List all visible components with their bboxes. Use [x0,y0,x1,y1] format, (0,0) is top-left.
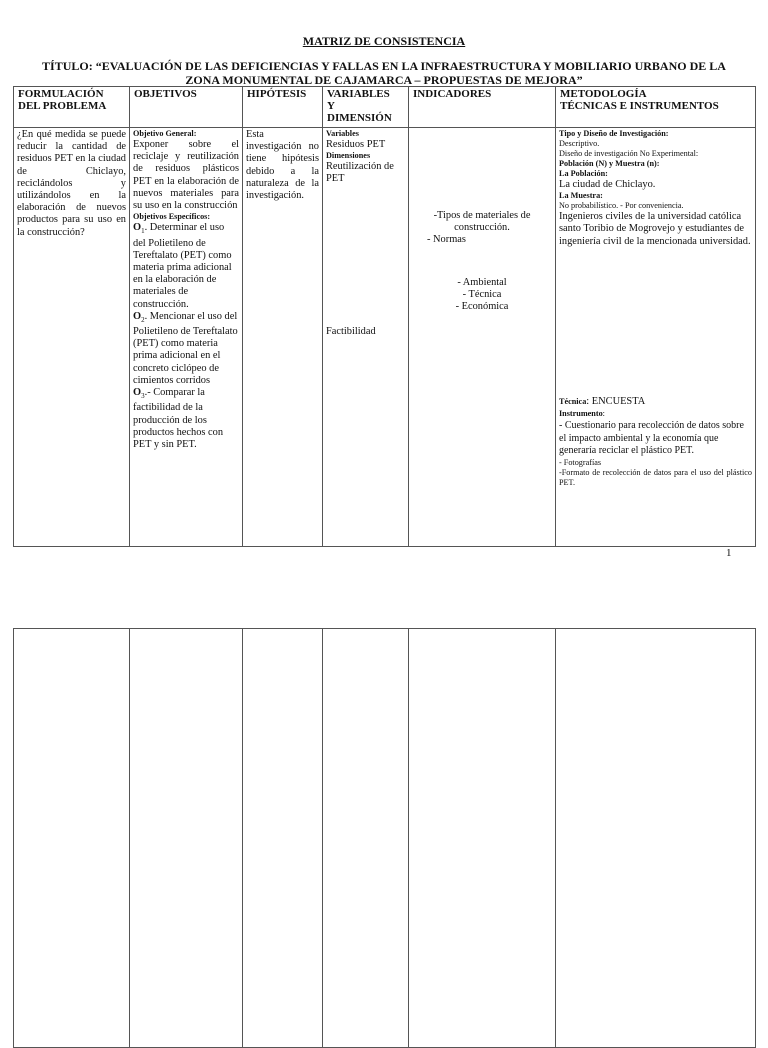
tipo-diseno-label: Tipo y Diseño de Investigación: [559,129,669,138]
poblacion-value: La ciudad de Chiclayo. [559,179,656,190]
indicadores-spacer-mid [412,247,552,277]
tecnica-value: : ENCUESTA [586,395,646,407]
metodologia-spacer [559,248,752,396]
empty-cell [14,629,130,1048]
factibilidad-value: Factibilidad [326,325,376,337]
o1-text: . Determinar el uso del Polietileno de Tereftalato (PET) como materia prima adicional en la elaboración de materiales de construcción. [133,222,232,310]
o3-code: O [133,387,142,399]
cell-problema [14,128,130,547]
cell-objetivos [130,128,243,547]
header-indicadores-label: INDICADORES [413,88,492,100]
indicador-tipos-1: -Tipos de materiales de [433,210,531,221]
header-hipotesis [243,87,323,128]
muestra-label: La Muestra: [559,191,603,201]
header-formulacion [14,87,130,128]
instrumento-label: Instrumento [559,409,603,419]
header-row [14,87,756,128]
o1-sub: 1 [141,227,145,236]
instrumento-line [559,408,752,420]
indicador-ambiental: - Ambiental [457,276,507,288]
indicador-economica: - Económica [455,301,509,313]
header-variables-line-2: Y [327,100,335,112]
variables-value: Residuos PET [326,139,386,150]
poblacion-label: La Población: [559,169,608,178]
objetivos-especificos-label: Objetivos Específicos: [133,212,211,222]
tipo-diseno-value: Descriptivo. [559,139,600,148]
subtitle-line-1: TÍTULO: “EVALUACIÓN DE LAS DEFICIENCIAS Y FALLAS EN LA INFRAESTRUCTURA Y MOBILIARIO URBANO DE LA [42,59,726,73]
header-objetivos [130,87,243,128]
o2-code: O [133,310,142,322]
poblacion-muestra-label: Población (N) y Muestra (n): [559,159,660,168]
cell-metodologia [556,128,756,547]
document-subtitle [30,60,738,87]
header-metodologia-line-2: TÉCNICAS E INSTRUMENTOS [560,100,719,112]
indicador-tipos-2: construcción. [454,222,510,234]
empty-cell [130,629,243,1048]
header-indicadores [409,87,556,128]
consistency-matrix-table [13,86,756,547]
instrumento-value: : [602,409,605,419]
header-formulacion-line-1: FORMULACIÓN [18,88,104,100]
cell-hipotesis [243,128,323,547]
tecnica-line [559,396,752,408]
variables-label: Variables [326,129,359,138]
tecnica-label: Técnica [559,396,587,406]
subtitle-line-2: ZONA MONUMENTAL DE CAJAMARCA – PROPUESTAS DE MEJORA” [185,72,583,87]
content-row [14,128,756,547]
header-hipotesis-label: HIPÓTESIS [247,88,307,100]
o3-sub: 3 [141,392,145,401]
empty-cell [409,629,556,1048]
o3-text: .- Comparar la factibilidad de la producción de los productos hechos con PET y sin PET. [133,387,224,450]
empty-cell [323,629,409,1048]
problema-text: ¿En qué medida se puede reducir la cantidad de residuos PET en la ciudad de Chiclayo, reciclándolos y utilizándolos en la elaboración de nuevos productos para su uso en la construcción? [17,129,126,238]
o2-text: . Mencionar el uso del Polietileno de Tereftalato (PET) como materia prima adicional en el concreto ciclópeo de cimientos corridos [133,310,238,386]
empty-cell [243,629,323,1048]
objetivo-general-text: Exponer sobre el reciclaje y reutilización de residuos plásticos PET en la elaboración de nuevos materiales para su uso en la construcción [133,139,239,212]
page-number: 1 [726,547,732,559]
indicador-tecnica: - Técnica [462,288,502,300]
cuestionario-text: - Cuestionario para recolección de datos sobre el impacto ambiental y la economía que generaría reciclar el plástico PET. [559,420,744,457]
fotografias-text: - Fotografías [559,457,602,467]
objetivo-general-label: Objetivo General: [133,129,197,138]
header-formulacion-line-2: DEL PROBLEMA [18,100,107,112]
header-variables-line-1: VARIABLES [327,88,390,100]
header-metodologia [556,87,756,128]
o2-sub: 2 [141,315,145,324]
indicadores-spacer-top [412,128,552,210]
formato-text: -Formato de recolección de datos para el uso del plástico PET. [559,467,752,487]
dimensiones-value: Reutilización de PET [326,161,394,185]
header-objetivos-label: OBJETIVOS [134,88,197,100]
empty-row [14,629,756,1048]
objetivo-especifico-3 [133,387,239,451]
objetivo-especifico-2 [133,311,239,387]
header-variables-line-3: DIMENSIÓN [327,112,392,124]
diseno-no-experimental: Diseño de investigación No Experimental: [559,149,699,158]
objetivo-especifico-1 [133,222,239,311]
empty-cell [556,629,756,1048]
cell-variables [323,128,409,547]
muestra-value: Ingenieros civiles de la universidad católica santo Toribio de Mogrovejo y estudiantes de ingeniería civil de la mencionada universidad. [559,211,751,247]
next-page-empty-table [13,628,756,1048]
o1-code: O [133,222,142,234]
header-metodologia-line-1: METODOLOGÍA [560,88,647,100]
header-variables [323,87,409,128]
cell-indicadores [409,128,556,547]
hipotesis-text: Esta investigación no tiene hipótesis debido a la naturaleza de la investigación. [246,129,319,202]
indicador-normas: - Normas [427,234,466,246]
dimensiones-label: Dimensiones [326,151,371,161]
muestra-type: No probabilístico. - Por conveniencia. [559,201,684,211]
document-title: MATRIZ DE CONSISTENCIA [302,34,466,48]
